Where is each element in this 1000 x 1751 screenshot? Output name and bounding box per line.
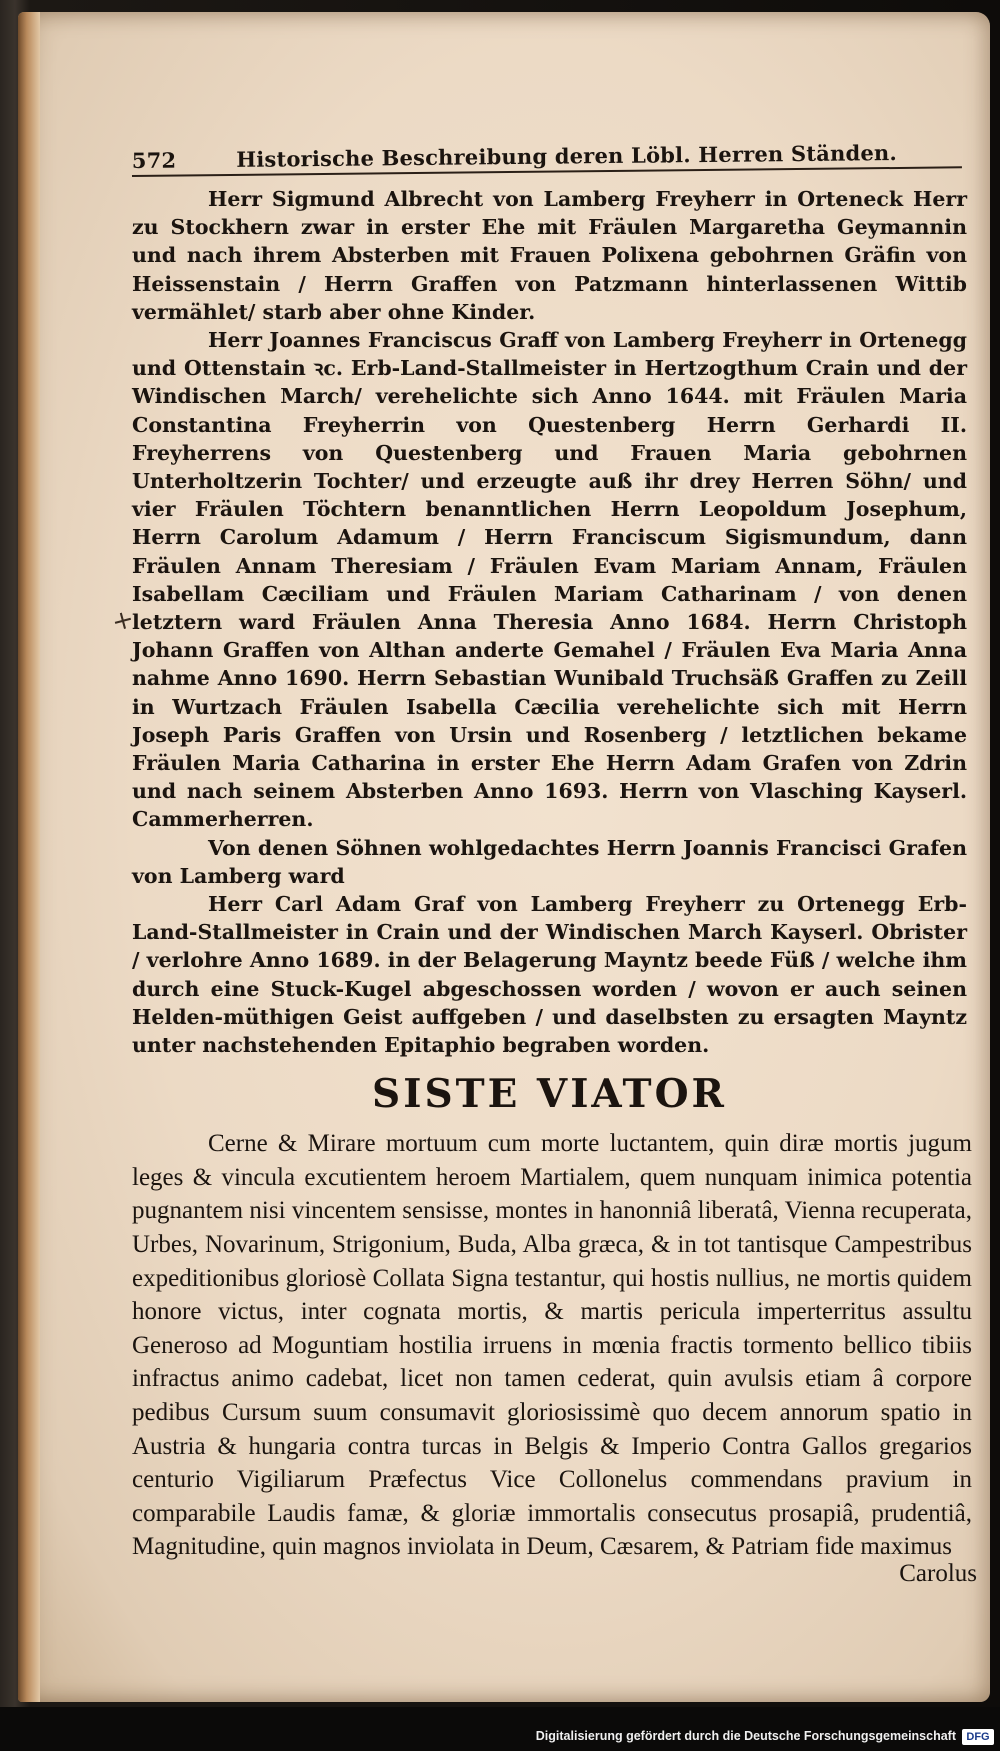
- page-text-block: [131, 139, 980, 1588]
- epitaph-body: Cerne & Mirare mortuum cum morte luctantem, quin diræ mortis jugum leges & vincula excutientem heroem Martialem, quem nunquam inimica potentia pugnantem nisi vincentem sensisse, montes in hanonniâ liberatâ, Vienna recuperata, Urbes, Novarinum, Strigonium, Buda, Alba græca, & in tot tantisque Campestribus expeditionibus gloriosè Collata Signa testantur, qui hostis nullius, ne mortis quidem honore victus, inter cognata mortis, & martis pericula imperterritus assultu Generoso ad Moguntiam hostilia irruens in mœnia fractis tormento bellico tibiis infractus animo cadebat, licet non tamen cederat, quin avulsis etiam â corpore pedibus Cursum suum consumavit gloriosissimè quo decem annorum spatio in Austria & hungaria contra turcas in Belgis & Imperio Contra Gallos gregarios centurio Vigiliarum Præfectus Vice Collonelus commendans pravium in comparabile Laudis famæ, & gloriæ immortalis consecutus prosapiâ, prudentiâ, Magnitudine, quin magnos inviolata in Deum, Cæsarem, & Patriam fide maximus: [132, 1130, 972, 1561]
- page-spine-edge: [18, 12, 40, 1702]
- footer-bar: [0, 1707, 1000, 1751]
- epitaph-heading: SISTE VIATOR: [372, 1071, 727, 1118]
- paragraph-joannes-franciscus: Herr Joannes Franciscus Graff von Lamberg Freyherr in Ortenegg und Ottenstain ꝛc. Erb-Land-Stallmeister in Hertzogthum Crain und der Windischen March/ verehelichte sich Anno 1644. mit Fräulen Maria Constantina Freyherrin von Questenberg Herrn Gerhardi II. Freyherrens von Questenberg und Frauen Maria gebohrnen Unterholtzerin Tochter/ und erzeugte auß ihr drey Herren Söhn/ und vier Fräulen Töchtern benanntlichen Herrn Leopoldum Josephum, Herrn Carolum Adamum / Herrn Franciscum Sigismundum, dann Fräulen Annam Theresiam / Fräulen Evam Mariam Annam, Fräulen Isabellam Cæciliam und Fräulen Mariam Catharinam / von denen letztern ward Fräulen Anna Theresia Anno 1684. Herrn Christoph Johann Graffen von Althan anderte Gemahel / Fräulen Eva Maria Anna nahme Anno 1690. Herrn Sebastian Wunibald Truchsäß Graffen zu Zeill in Wurtzach Fräulen Isabella Cæcilia verehelichte sich mit Herrn Joseph Paris Graffen von Ursin und Rosenberg / letztlichen bekame Fräulen Maria Catharina in erster Ehe Herrn Adam Grafen von Zdrin und nach seinem Absterben Anno 1693. Herrn von Vlasching Kayserl. Cammerherren.: [132, 328, 967, 832]
- running-head-title: Historische Beschreibung deren Löbl. Herren Ständen.: [236, 139, 898, 172]
- paragraph-sons-intro: Von denen Söhnen wohlgedachtes Herrn Joannis Francisci Grafen von Lamberg ward: [132, 835, 967, 888]
- funding-credit: Digitalisierung gefördert durch die Deutsche Forschungsgemeinschaft: [535, 1729, 956, 1743]
- epitaph-text: [132, 1127, 972, 1564]
- paragraph-carl-adam: Herr Carl Adam Graf von Lamberg Freyherr zu Ortenegg Erb-Land-Stallmeister in Crain und der Windischen March Kayserl. Obrister / verlohre Anno 1689. in der Belagerung Mayntz beede Füß / welche ihm durch eine Stuck-Kugel abgeschossen worden / wovon er auch seinen Helden-müthigen Geist auffgeben / und daselbsten zu ersagten Mayntz unter nachstehenden Epitaphio begraben worden.: [132, 892, 967, 1058]
- catchword: Carolus: [899, 1560, 977, 1588]
- german-text: [132, 185, 967, 1059]
- margin-annotation: +: [108, 603, 138, 639]
- paragraph-sigmund-albrecht: Herr Sigmund Albrecht von Lamberg Freyherr in Orteneck Herr zu Stockhern zwar in erster Ehe mit Fräulen Margaretha Geymannin und nach ihrem Absterben mit Frauen Polixena gebohrnen Gräfin von Heissenstain / Herrn Graffen von Patzmann hinterlassenen Wittib vermählet/ starb aber ohne Kinder.: [132, 187, 967, 324]
- dfg-logo: DFG: [962, 1729, 994, 1745]
- page-number: 572: [131, 147, 177, 174]
